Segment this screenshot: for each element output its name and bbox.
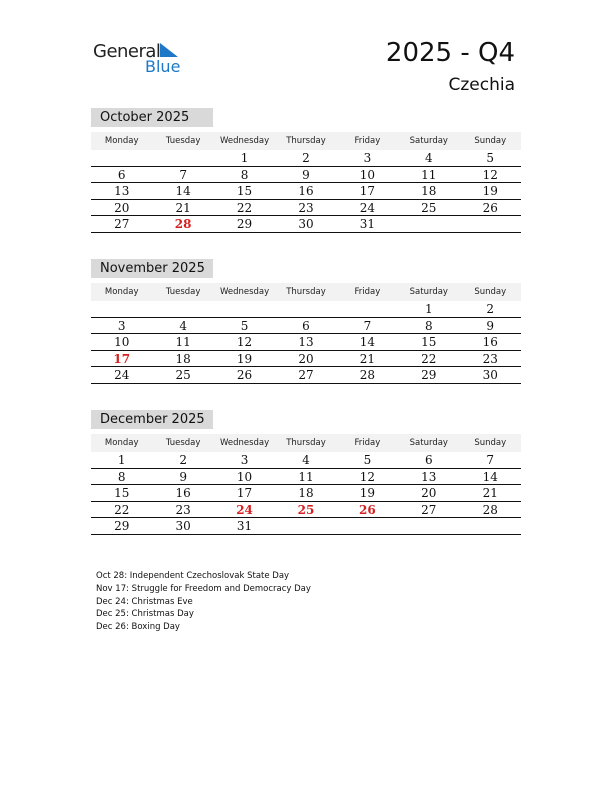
day-cell: 11 (298, 469, 314, 484)
weekday-label: Monday (104, 287, 139, 297)
empty-day-cell (460, 518, 521, 534)
day-cell: 26 (482, 200, 498, 215)
week-row (91, 183, 521, 200)
empty-day-cell (337, 301, 398, 317)
week-row (91, 167, 521, 184)
empty-day-cell (91, 301, 152, 317)
page-title: 2025 - Q4 (385, 38, 515, 68)
empty-day-cell (214, 301, 275, 317)
weekday-label: Tuesday (165, 136, 201, 146)
day-cell: 10 (114, 335, 130, 350)
weekday-label: Friday (354, 287, 381, 297)
day-cell: 12 (236, 335, 253, 350)
day-cell: 29 (114, 519, 130, 534)
day-cell: 8 (240, 167, 249, 182)
week-row (91, 200, 521, 217)
day-cell: 6 (302, 318, 310, 333)
day-cell: 16 (175, 486, 191, 501)
holiday-day-cell: 28 (174, 217, 192, 232)
day-cell: 4 (425, 151, 433, 165)
weekday-label: Thursday (286, 438, 326, 448)
empty-day-cell (398, 518, 459, 534)
weekday-label: Friday (354, 438, 381, 448)
day-cell: 18 (175, 351, 191, 366)
logo-text-general: General (93, 41, 161, 62)
week-row (91, 318, 521, 335)
day-cell: 26 (236, 368, 253, 383)
month-december (91, 410, 521, 535)
day-cell: 2 (179, 453, 187, 467)
day-cell: 29 (421, 368, 437, 383)
month-header: October 2025 (91, 108, 213, 127)
day-cell: 28 (359, 368, 376, 383)
holiday-note: Dec 24: Christmas Eve (96, 596, 193, 607)
day-cell: 10 (236, 469, 253, 484)
weekday-label: Wednesday (219, 287, 270, 297)
holiday-note: Oct 28: Independent Czechoslovak State Day (96, 571, 290, 581)
weekday-label: Sunday (474, 438, 507, 448)
day-cell: 21 (175, 200, 191, 215)
weekday-label: Sunday (474, 136, 507, 146)
weekday-label: Sunday (474, 287, 507, 297)
day-cell: 7 (179, 167, 187, 182)
month-header: November 2025 (91, 259, 213, 278)
day-cell: 6 (425, 453, 433, 467)
country-subtitle: Czechia (448, 75, 515, 95)
weekday-label: Saturday (409, 136, 448, 146)
empty-day-cell (337, 518, 398, 534)
day-cell: 30 (175, 519, 191, 534)
empty-day-cell (91, 150, 152, 166)
day-cell: 16 (298, 184, 314, 199)
weekday-label: Monday (104, 136, 139, 146)
weekday-header-row (91, 132, 521, 150)
weekday-label: Wednesday (219, 438, 270, 448)
day-cell: 16 (482, 335, 498, 350)
weekday-header-row (91, 434, 521, 452)
day-cell: 18 (298, 486, 314, 501)
day-cell: 22 (114, 502, 130, 517)
day-cell: 20 (114, 200, 130, 215)
week-row (91, 351, 521, 368)
week-row (91, 301, 521, 318)
day-cell: 11 (175, 335, 191, 350)
day-cell: 22 (236, 200, 253, 215)
day-cell: 22 (421, 351, 437, 366)
day-cell: 10 (359, 167, 376, 182)
week-row (91, 367, 521, 384)
day-cell: 9 (179, 469, 187, 484)
empty-day-cell (275, 301, 336, 317)
day-cell: 6 (117, 167, 126, 182)
brand-logo (93, 40, 193, 80)
day-cell: 24 (359, 200, 376, 215)
day-cell: 20 (298, 351, 314, 366)
day-cell: 14 (175, 184, 191, 199)
month-header: December 2025 (91, 410, 213, 429)
weekday-label: Saturday (409, 438, 448, 448)
day-cell: 11 (421, 167, 437, 182)
weekday-label: Tuesday (165, 438, 201, 448)
week-row (91, 150, 521, 167)
weekday-label: Thursday (286, 136, 326, 146)
day-cell: 25 (421, 200, 437, 215)
day-cell: 27 (298, 368, 314, 383)
logo-triangle-icon (160, 43, 178, 57)
day-cell: 15 (421, 335, 437, 350)
day-cell: 3 (240, 453, 249, 467)
holiday-day-cell: 17 (113, 351, 131, 366)
day-cell: 15 (236, 184, 253, 199)
day-cell: 24 (114, 368, 130, 383)
day-cell: 3 (363, 151, 372, 165)
day-cell: 25 (175, 368, 191, 383)
day-cell: 8 (425, 318, 433, 333)
week-row (91, 452, 521, 469)
empty-day-cell (152, 301, 213, 317)
day-cell: 31 (359, 217, 376, 232)
day-cell: 19 (359, 486, 376, 501)
day-cell: 23 (298, 200, 314, 215)
day-cell: 9 (302, 167, 310, 182)
day-cell: 17 (236, 486, 253, 501)
week-row (91, 334, 521, 351)
week-row (91, 469, 521, 486)
week-row (91, 518, 521, 535)
day-cell: 21 (482, 486, 498, 501)
weekday-label: Wednesday (219, 136, 270, 146)
holiday-note: Dec 25: Christmas Day (96, 609, 194, 620)
holiday-notes (96, 570, 311, 634)
day-cell: 2 (486, 302, 495, 316)
day-cell: 9 (486, 318, 495, 333)
logo-text-blue: Blue (145, 57, 181, 76)
weekday-header-row (91, 283, 521, 301)
empty-day-cell (152, 150, 213, 166)
month-november (91, 259, 521, 384)
day-cell: 14 (359, 335, 376, 350)
day-cell: 5 (240, 318, 249, 333)
weekday-label: Thursday (286, 287, 326, 297)
day-cell: 8 (117, 469, 126, 484)
empty-day-cell (275, 518, 336, 534)
empty-day-cell (460, 216, 521, 232)
day-cell: 19 (236, 351, 253, 366)
holiday-day-cell: 25 (297, 502, 315, 517)
day-cell: 12 (359, 469, 376, 484)
day-cell: 21 (359, 351, 376, 366)
day-cell: 27 (114, 217, 130, 232)
day-cell: 27 (421, 502, 437, 517)
holiday-day-cell: 24 (236, 502, 253, 517)
weekday-label: Friday (354, 136, 381, 146)
day-cell: 13 (421, 469, 437, 484)
empty-day-cell (398, 216, 459, 232)
day-cell: 14 (482, 469, 498, 484)
weekday-label: Saturday (409, 287, 448, 297)
day-cell: 18 (421, 184, 437, 199)
weekday-label: Tuesday (165, 287, 201, 297)
day-cell: 28 (482, 502, 498, 517)
day-cell: 20 (421, 486, 437, 501)
day-cell: 13 (298, 335, 314, 350)
day-cell: 12 (482, 167, 498, 182)
holiday-note: Dec 26: Boxing Day (96, 622, 180, 633)
day-cell: 1 (425, 302, 433, 316)
week-row (91, 502, 521, 519)
day-cell: 2 (302, 151, 310, 165)
day-cell: 30 (298, 217, 314, 232)
day-cell: 17 (359, 184, 376, 199)
week-row (91, 485, 521, 502)
day-cell: 4 (179, 318, 187, 333)
day-cell: 23 (482, 351, 498, 366)
day-cell: 7 (486, 453, 495, 467)
day-cell: 3 (117, 318, 126, 333)
day-cell: 31 (236, 519, 253, 534)
day-cell: 29 (236, 217, 253, 232)
day-cell: 5 (486, 151, 495, 165)
day-cell: 30 (482, 368, 498, 383)
holiday-note: Nov 17: Struggle for Freedom and Democracy Day (96, 583, 311, 594)
day-cell: 5 (363, 453, 372, 467)
day-cell: 7 (363, 318, 372, 333)
day-cell: 1 (117, 453, 126, 467)
week-row (91, 216, 521, 233)
day-cell: 15 (114, 486, 130, 501)
month-october (91, 108, 521, 233)
holiday-day-cell: 26 (359, 502, 376, 517)
day-cell: 23 (175, 502, 191, 517)
day-cell: 1 (240, 151, 249, 165)
day-cell: 4 (302, 453, 310, 467)
weekday-label: Monday (104, 438, 139, 448)
day-cell: 13 (114, 184, 130, 199)
day-cell: 19 (482, 184, 498, 199)
